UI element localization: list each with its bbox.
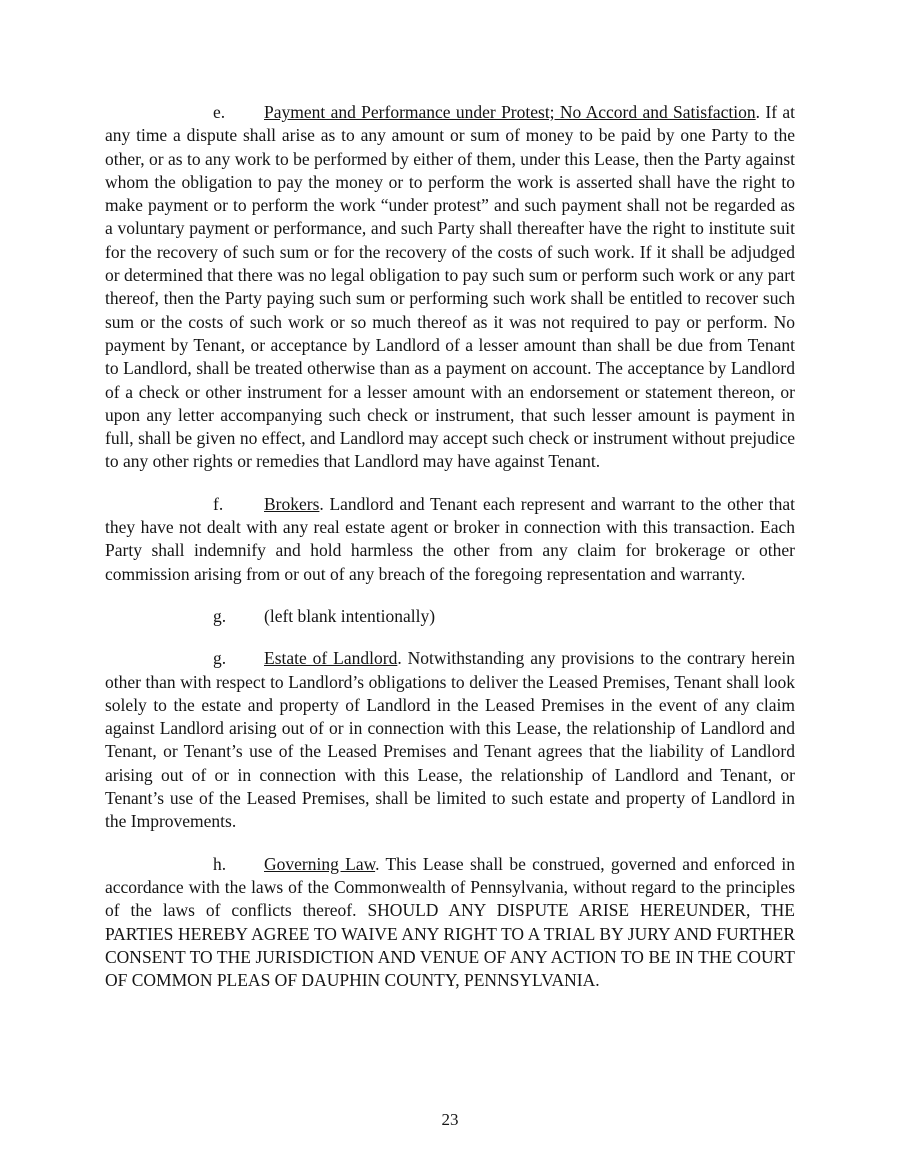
clause-heading: Payment and Performance under Protest; No Accord and Satisfaction: [264, 102, 756, 122]
clause-body: (left blank intentionally): [264, 605, 436, 626]
clause-body: . If at any time a dispute shall arise as to any amount or sum of money to be paid by one Party to the other, or as to any work to be performed by either of them, under this Lease, then the Party against whom the obligation to pay the money or to perform the work is asserted shall have the right to make payment or to perform the work “under protest” and such payment shall not be regarded as a voluntary payment or performance, and such Party shall thereafter have the right to institute suit for the recovery of such sum or for the recovery of the costs of such work. If it shall be adjudged or determined that there was no legal obligation to pay such sum or perform such work or any part thereof, then the Party paying such sum or performing such work shall be entitled to recover such sum or the costs of such work or so much thereof as it was not required to pay or perform. No payment by Tenant, or acceptance by Landlord of a lesser amount than shall be due from Tenant to Landlord, shall be treated otherwise than as a payment on account. The acceptance by Landlord of a check or other instrument for a lesser amount with an endorsement or statement thereon, or upon any letter accompanying such check or instrument, that such lesser amount is payment in full, shall be given no effect, and Landlord may accept such check or instrument without prejudice to any other rights or remedies that Landlord may have against Tenant.: [105, 102, 795, 472]
clause-label: h.: [213, 853, 227, 874]
page-number: 23: [441, 1110, 459, 1129]
clause-label: f.: [213, 493, 224, 514]
clause-label: e.: [213, 102, 226, 122]
clause-heading: Governing Law: [264, 853, 376, 874]
clause-label: g.: [213, 605, 227, 626]
clause-body: . Landlord and Tenant each represent and warrant to the other that they have not dealt with any real estate agent or broker in connection with this transaction. Each Party shall indemnify and hold harmless the other from any claim for brokerage or other commission arising from or out of any breach of the foregoing representation and warranty.: [105, 493, 795, 584]
document-content: [105, 101, 795, 992]
page-footer: [0, 1108, 900, 1131]
clause-e-payment-under-protest: [105, 101, 795, 474]
clause-body: . Notwithstanding any provisions to the contrary herein other than with respect to Landlord’s obligations to deliver the Leased Premises, Tenant shall look solely to the estate and property of Landlord in the Leased Premises in the event of any claim against Landlord arising out of or in connection with this Lease, the relationship of Landlord and Tenant, or Tenant’s use of the Leased Premises and Tenant agrees that the liability of Landlord arising out of or in connection with this Lease, the relationship of Landlord and Tenant, or Tenant’s use of the Leased Premises, shall be limited to such estate and property of Landlord in the Improvements.: [105, 648, 796, 832]
clause-heading: Brokers: [264, 493, 320, 514]
clause-h-governing-law: [105, 853, 795, 993]
clause-body: . This Lease shall be construed, governed and enforced in accordance with the laws of the Commonwealth of Pennsylvania, without regard to the principles of the laws of conflicts thereof. SHOULD ANY DISPUTE ARISE HEREUNDER, THE PARTIES HEREBY AGREE TO WAIVE ANY RIGHT TO A TRIAL BY JURY AND FURTHER CONSENT TO THE JURISDICTION AND VENUE OF ANY ACTION TO BE IN THE COURT OF COMMON PLEAS OF DAUPHIN COUNTY, PENNSYLVANIA.: [105, 853, 795, 991]
clause-heading: Estate of Landlord: [264, 648, 398, 669]
clause-label: g.: [213, 648, 227, 669]
clause-g-left-blank: [105, 605, 795, 628]
clause-g-estate-of-landlord: [105, 647, 795, 833]
clause-f-brokers: [105, 493, 795, 586]
